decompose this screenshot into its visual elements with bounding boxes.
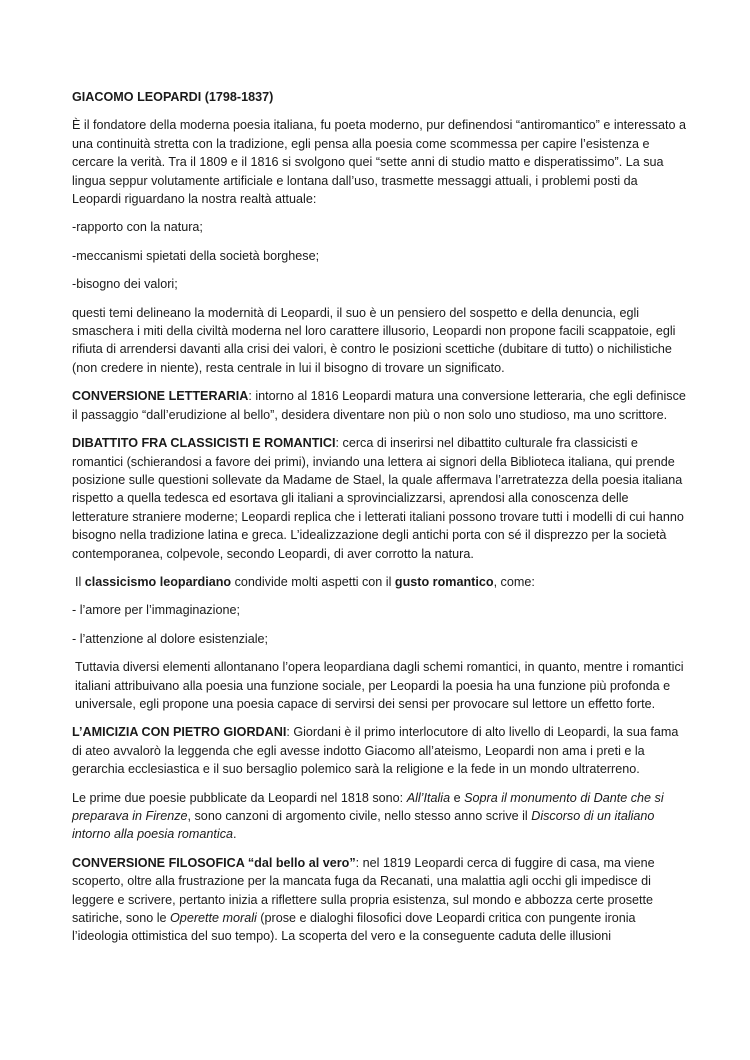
theme-item: -rapporto con la natura; — [72, 220, 203, 235]
work-title: All’Italia — [406, 790, 451, 805]
tuttavia-paragraph: Tuttavia diversi elementi allontanano l’opera leopardiana dagli schemi romantici, in quanto, mentre i romantici italiani attribuivano alla poesia una funzione sociale, per Leopardi la poesia ha una funzione più profonda e universale, egli propone una poesia capace di servirsi dei sensi per provocare sul lettore un effetto forte. — [75, 660, 684, 711]
bold-term: classicismo leopardiano — [84, 574, 232, 589]
bold-term: gusto romantico — [394, 574, 494, 589]
prime-poesie-paragraph — [72, 789, 688, 844]
section-text: : cerca di inserirsi nel dibattito culturale fra classicisti e romantici (schierandosi a favore dei primi), inviando una lettera ai signori della Biblioteca italiana, qui prende posizione sulle questioni sollevate da Madame de Stael, la quale affermava l’arretratezza della poesia italiana rispetto a quella tedesca ed esortava gli italiani a sprovincializzarsi, aprendosi alla conoscenza delle letterature straniere moderne; Leopardi replica che i letterati italiani possono trovare tutti i modelli di cui hanno bisogno nella tradizione latina e greca. L’idealizzazione degli antichi porta con sé il disprezzo per la società contemporanea, colpevole, secondo Leopardi, di aver corrotto la natura. — [72, 436, 684, 561]
modernity-paragraph: questi temi delineano la modernità di Leopardi, il suo è un pensiero del sospetto e della denuncia, egli smaschera i miti della civiltà moderna nel loro carattere illusorio, Leopardi non propone facili scappatoie, egli rifiuta di arrendersi davanti alla crisi dei valori, è contro le posizioni scettiche (dubitare di tutto) o nichilistiche (non credere in niente), resta centrale in lui il bisogno di trovare un significato. — [72, 305, 676, 375]
text-run: condivide molti aspetti con il — [231, 574, 395, 589]
theme-item: -meccanismi spietati della società borghese; — [72, 248, 320, 263]
section-text: : nel 1819 Leopardi cerca di fuggire di casa, ma viene scoperto, oltre alla frustrazione per la mancata fuga da Recanati, una malattia agli occhi gli impedisce di leggere e scrivere, pertanto inizia a riflettere sulla propria esistenza, sul mondo e abbozza certe prosette satiriche, sono le — [72, 855, 655, 926]
section-heading: CONVERSIONE FILOSOFICA “dal bello al vero” — [72, 855, 356, 870]
amicizia-paragraph — [72, 723, 688, 778]
text-run: . — [233, 827, 237, 842]
work-title: Sopra il monumento di Dante che si preparava in Firenze — [72, 790, 664, 823]
work-title: Discorso di un italiano intorno alla poesia romantica — [72, 809, 655, 842]
text-run: , come: — [493, 574, 535, 589]
dibattito-paragraph — [72, 434, 688, 563]
classicismo-paragraph — [72, 573, 688, 591]
section-heading: DIBATTITO FRA CLASSICISTI E ROMANTICI — [72, 436, 336, 451]
conversione-filosofica-paragraph — [72, 854, 688, 946]
section-text: : Giordani è il primo interlocutore di alto livello di Leopardi, la sua fama di ateo avvalorò la leggenda che egli avesse indotto Giacomo all’ateismo, Leopardi non ama i preti e la gerarchia ecclesiastica e il suo bersaglio polemico sarà la religione e la fede in un mondo ultraterreno. — [72, 725, 679, 777]
document-title: GIACOMO LEOPARDI (1798-1837) — [72, 90, 274, 104]
theme-item: -bisogno dei valori; — [72, 277, 178, 292]
text-run: e — [450, 790, 465, 805]
romantic-aspect-item: - l’attenzione al dolore esistenziale; — [72, 631, 269, 646]
text-run: Le prime due poesie pubblicate da Leopardi nel 1818 sono: — [72, 790, 407, 805]
section-heading: CONVERSIONE LETTERARIA — [72, 389, 249, 404]
text-run: Il — [75, 574, 85, 589]
section-text: : intorno al 1816 Leopardi matura una conversione letteraria, che egli definisce il passaggio “dall’erudizione al bello”, desidera diventare non più o non solo uno studioso, ma uno scrittore. — [72, 389, 686, 422]
section-text: (prose e dialoghi filosofici dove Leopardi critica con pungente ironia l’ideologia ottimistica del suo tempo). La scoperta del vero e la conseguente caduta delle illusioni — [72, 911, 636, 944]
work-title: Operette morali — [170, 911, 257, 926]
text-run: , sono canzoni di argomento civile, nello stesso anno scrive il — [187, 809, 532, 823]
intro-paragraph: È il fondatore della moderna poesia italiana, fu poeta moderno, pur definendosi “antiromantico” e interessato a una continuità stretta con la tradizione, egli pensa alla poesia come scommessa per capire l’esistenza e cercare la verità. Tra il 1809 e il 1816 si svolgono quei “sette anni di studio matto e disperatissimo”. La sua lingua seppur volutamente artificiale e lontana dall’uso, trasmette messaggi attuali, i problemi posti da Leopardi riguardano la nostra realtà attuale: — [72, 118, 686, 207]
section-heading: L’AMICIZIA CON PIETRO GIORDANI — [72, 725, 287, 740]
conversione-letteraria-paragraph — [72, 387, 688, 424]
romantic-aspect-item: - l’amore per l’immaginazione; — [72, 603, 240, 618]
